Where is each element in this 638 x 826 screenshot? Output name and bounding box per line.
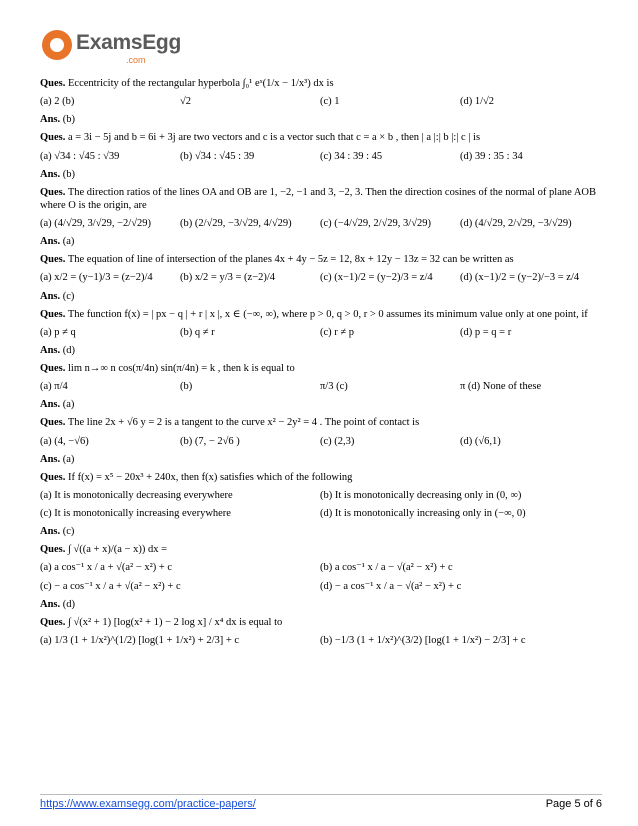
question-text bbox=[40, 616, 600, 629]
option: (b) bbox=[180, 381, 193, 393]
answer-label: Ans. bbox=[40, 453, 61, 465]
option: (b) a cos⁻¹ x / a − √(a² − x²) + c bbox=[320, 562, 453, 574]
question-body: lim n→∞ n cos(π/4n) sin(π/4n) = k , then k is equal to bbox=[68, 363, 295, 374]
question-block bbox=[40, 471, 600, 539]
option: (b) (7, − 2√6 ) bbox=[180, 435, 240, 447]
question-label: Ques. bbox=[40, 308, 66, 320]
options-row bbox=[40, 326, 600, 339]
brand-name: ExamsEgg bbox=[76, 31, 181, 54]
question-block bbox=[40, 308, 600, 357]
answer-value: (a) bbox=[62, 399, 75, 411]
question-label: Ques. bbox=[40, 363, 66, 374]
answer bbox=[40, 598, 600, 611]
question-label: Ques. bbox=[40, 186, 66, 198]
options-row bbox=[40, 95, 600, 108]
option: (d) (x−1)/2 = (y−2)/−3 = z/4 bbox=[460, 272, 580, 284]
option: (d) 1/√2 bbox=[460, 96, 495, 108]
options-row bbox=[40, 150, 600, 163]
question-text bbox=[40, 362, 600, 375]
option: (d) (4/√29, 2/√29, −3/√29) bbox=[460, 218, 572, 229]
option: (c) It is monotonically increasing everywhere bbox=[40, 508, 231, 519]
answer-value: (b) bbox=[62, 168, 76, 180]
option: (a) x/2 = (y−1)/3 = (z−2)/4 bbox=[40, 272, 153, 284]
answer-label: Ans. bbox=[40, 236, 61, 248]
option: (d) 39 : 35 : 34 bbox=[460, 150, 523, 162]
answer bbox=[40, 453, 600, 466]
question-body: a = 3i − 5j and b = 6i + 3j are two vectors and c is a vector such that c = a × b , then | a |:| b |:| c | is bbox=[68, 132, 481, 144]
question-text bbox=[40, 308, 600, 321]
question-text bbox=[40, 186, 600, 212]
option: (c) r ≠ p bbox=[320, 326, 355, 338]
answer-label: Ans. bbox=[40, 290, 61, 302]
page-number: Page 5 of 6 bbox=[545, 798, 602, 810]
question-text bbox=[40, 543, 600, 556]
option: (a) π/4 bbox=[40, 381, 68, 393]
options-row bbox=[40, 561, 600, 574]
option: (b) x/2 = y/3 = (z−2)/4 bbox=[180, 272, 276, 284]
answer-value: (d) bbox=[62, 344, 76, 356]
options-row bbox=[40, 380, 600, 393]
option: (b) It is monotonically decreasing only in (0, ∞) bbox=[320, 489, 522, 501]
options-row bbox=[40, 435, 600, 448]
answer-label: Ans. bbox=[40, 114, 61, 126]
question-block bbox=[40, 77, 600, 126]
brand-sub: .com bbox=[126, 55, 146, 65]
question-block bbox=[40, 186, 600, 249]
answer-label: Ans. bbox=[40, 344, 61, 356]
question-label: Ques. bbox=[40, 78, 66, 89]
question-body: The equation of line of intersection of the planes 4x + 4y − 5z = 12, 8x + 12y − 13z = 32 can be written as bbox=[67, 254, 514, 266]
answer-label: Ans. bbox=[40, 526, 61, 538]
answer bbox=[40, 344, 600, 357]
answer-value: (b) bbox=[62, 114, 76, 126]
question-text bbox=[40, 77, 600, 90]
option: (d) (√6,1) bbox=[460, 435, 501, 447]
option: (a) 1/3 (1 + 1/x²)^(1/2) [log(1 + 1/x²) + 2/3] + c bbox=[40, 634, 240, 646]
answer-value: (c) bbox=[62, 290, 75, 302]
option: π (d) None of these bbox=[460, 381, 542, 393]
answer bbox=[40, 235, 600, 248]
question-block bbox=[40, 131, 600, 180]
question-body: ∫ √((a + x)/(a − x)) dx = bbox=[68, 544, 168, 556]
answer-label: Ans. bbox=[40, 598, 61, 610]
option: (d) p = q = r bbox=[460, 326, 512, 338]
examsegg-logo[interactable] bbox=[42, 28, 182, 64]
option: (c) 1 bbox=[320, 96, 340, 108]
question-body: If f(x) = x⁵ − 20x³ + 240x, then f(x) satisfies which of the following bbox=[68, 471, 353, 483]
options-row bbox=[40, 634, 600, 647]
option: (c) 34 : 39 : 45 bbox=[320, 150, 383, 162]
question-block bbox=[40, 253, 600, 302]
options-row bbox=[40, 580, 600, 593]
option: (d) − a cos⁻¹ x / a − √(a² − x²) + c bbox=[320, 580, 462, 592]
options-row bbox=[40, 271, 600, 284]
option: (a) (4/√29, 3/√29, −2/√29) bbox=[40, 218, 151, 229]
question-body: The function f(x) = | px − q | + r | x |, x ∈ (−∞, ∞), where p > 0, q > 0, r > 0 assumes its minimum value only at one point, if bbox=[67, 308, 588, 320]
option: (a) p ≠ q bbox=[40, 326, 76, 338]
question-label: Ques. bbox=[40, 417, 66, 429]
question-text bbox=[40, 253, 600, 266]
question-body: The direction ratios of the lines OA and OB are 1, −2, −1 and 3, −2, 3. Then the direction cosines of the normal of plane AOB where O is the origin, are bbox=[40, 186, 596, 211]
option: (b) (2/√29, −3/√29, 4/√29) bbox=[180, 218, 292, 229]
option: (c) (x−1)/2 = (y−2)/3 = z/4 bbox=[320, 272, 433, 284]
option: (c) − a cos⁻¹ x / a + √(a² − x²) + c bbox=[40, 580, 181, 592]
option: (b) −1/3 (1 + 1/x²)^(3/2) [log(1 + 1/x²) − 2/3] + c bbox=[320, 634, 526, 646]
option: √2 bbox=[180, 96, 192, 108]
question-list bbox=[40, 72, 600, 647]
question-body: The line 2x + √6 y = 2 is a tangent to the curve x² − 2y² = 4 . The point of contact is bbox=[67, 417, 420, 429]
answer bbox=[40, 168, 600, 181]
question-block bbox=[40, 416, 600, 465]
egg-logo-icon bbox=[42, 30, 72, 60]
question-text bbox=[40, 416, 600, 429]
option: (b) √34 : √45 : 39 bbox=[180, 150, 255, 162]
question-text bbox=[40, 471, 600, 484]
option: (a) (4, −√6) bbox=[40, 435, 89, 447]
question-label: Ques. bbox=[40, 132, 66, 144]
question-body: Eccentricity of the rectangular hyperbola ∫₀¹ eˣ(1/x − 1/x³) dx is bbox=[68, 78, 334, 89]
answer-value: (c) bbox=[62, 526, 75, 538]
practice-papers-link[interactable]: https://www.examsegg.com/practice-papers/ bbox=[40, 798, 256, 810]
answer bbox=[40, 525, 600, 538]
question-block bbox=[40, 543, 600, 611]
answer bbox=[40, 398, 600, 411]
option: (b) q ≠ r bbox=[180, 326, 215, 338]
option: (a) √34 : √45 : √39 bbox=[40, 150, 120, 162]
answer bbox=[40, 290, 600, 303]
answer-value: (d) bbox=[62, 598, 76, 610]
question-block bbox=[40, 616, 600, 647]
answer bbox=[40, 113, 600, 126]
question-text bbox=[40, 131, 600, 144]
question-label: Ques. bbox=[40, 254, 66, 266]
option: (a) a cos⁻¹ x / a + √(a² − x²) + c bbox=[40, 562, 173, 574]
option: π/3 (c) bbox=[320, 381, 348, 393]
option: (a) It is monotonically decreasing everywhere bbox=[40, 489, 233, 501]
option: (c) (−4/√29, 2/√29, 3/√29) bbox=[320, 218, 431, 229]
question-label: Ques. bbox=[40, 471, 66, 483]
question-label: Ques. bbox=[40, 616, 66, 628]
question-body: ∫ √(x² + 1) [log(x² + 1) − 2 log x] / x⁴ dx is equal to bbox=[68, 616, 283, 628]
answer-label: Ans. bbox=[40, 399, 61, 411]
question-label: Ques. bbox=[40, 544, 66, 556]
footer bbox=[40, 794, 602, 810]
answer-label: Ans. bbox=[40, 168, 61, 180]
options-row bbox=[40, 507, 600, 520]
options-row bbox=[40, 217, 600, 230]
answer-value: (a) bbox=[62, 236, 75, 248]
option: (d) It is monotonically increasing only in (−∞, 0) bbox=[320, 508, 526, 519]
option: (c) (2,3) bbox=[320, 435, 355, 447]
answer-value: (a) bbox=[62, 453, 75, 465]
option: (a) 2 (b) bbox=[40, 96, 75, 108]
options-row bbox=[40, 489, 600, 502]
question-block bbox=[40, 362, 600, 411]
